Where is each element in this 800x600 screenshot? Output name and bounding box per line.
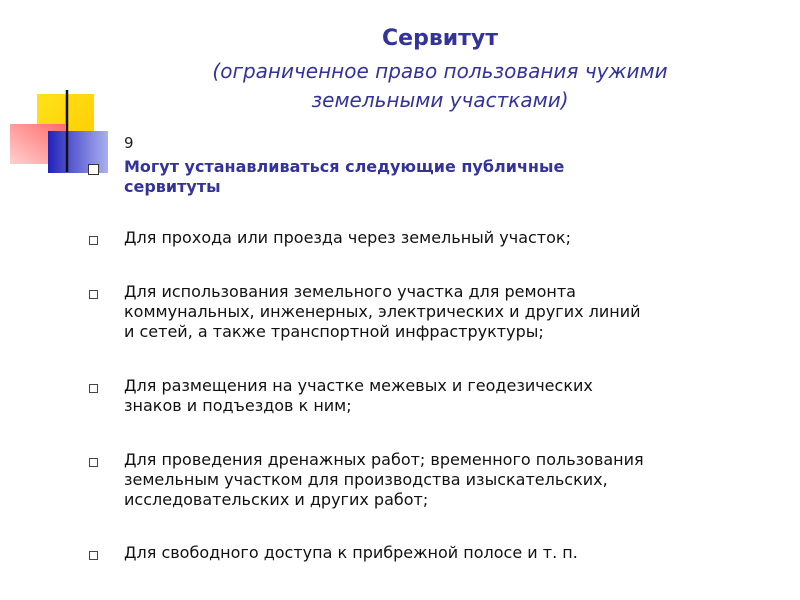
list-bullet-icon [89, 458, 98, 467]
list-item-line: Для использования земельного участка для ремонта [124, 282, 576, 301]
list-item [124, 543, 764, 563]
list-item [124, 282, 764, 342]
blue-square [48, 131, 108, 173]
list-item-line: коммунальных, инженерных, электрических и других линий [124, 302, 641, 321]
list-item-line: знаков и подъездов к ним; [124, 396, 352, 415]
slide-number: 9 [124, 134, 134, 152]
list-item-line: земельным участком для производства изыскательских, [124, 470, 608, 489]
list-item-line: исследовательских и других работ; [124, 490, 429, 509]
intro-line-2: сервитуты [124, 177, 221, 196]
list-item-line: Для размещения на участке межевых и геодезических [124, 376, 593, 395]
slide-title-block [150, 24, 730, 115]
subtitle-line-1: (ограниченное право пользования чужими [212, 59, 668, 83]
list-item-line: и сетей, а также транспортной инфраструктуры; [124, 322, 544, 341]
slide-title: Сервитут [382, 26, 498, 51]
list-bullet-icon [89, 236, 98, 245]
list-bullet-icon [89, 384, 98, 393]
list-bullet-icon [89, 551, 98, 560]
list-item [124, 376, 764, 416]
list-bullet-icon [89, 290, 98, 299]
list-item-line: Для проведения дренажных работ; временного пользования [124, 450, 644, 469]
intro-line-1: Могут устанавливаться следующие публичные [124, 157, 565, 176]
subtitle-line-2: земельными участками) [311, 88, 569, 112]
list-item [124, 228, 764, 248]
list-item [124, 450, 764, 510]
list-item-line: Для свободного доступа к прибрежной полосе и т. п. [124, 543, 578, 562]
intro-text [124, 157, 744, 197]
square-bullet-icon [88, 164, 99, 175]
list-item-line: Для прохода или проезда через земельный участок; [124, 228, 571, 247]
slide-subtitle [150, 57, 730, 115]
